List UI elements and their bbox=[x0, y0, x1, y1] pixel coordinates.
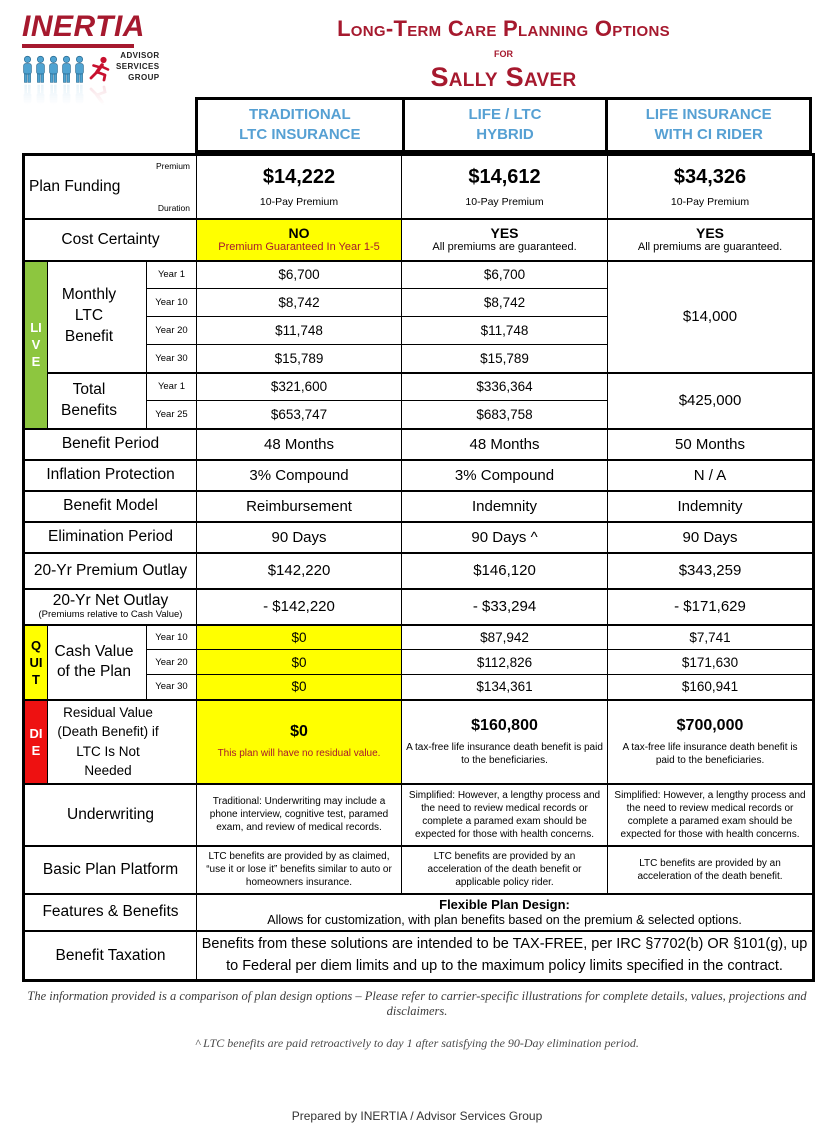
inflation-label-cell bbox=[24, 460, 197, 491]
row-net-outlay bbox=[24, 589, 814, 625]
premium-duration: 10-Pay Premium bbox=[465, 195, 544, 208]
row-features-benefits bbox=[24, 894, 814, 931]
value-cell: $321,600 bbox=[197, 373, 402, 401]
taxation-label-cell bbox=[24, 931, 197, 981]
value-cell: 48 Months bbox=[402, 429, 608, 460]
prepared-by-text: Prepared by INERTIA / Advisor Services Group bbox=[291, 1109, 543, 1123]
row-label: Benefit Period bbox=[61, 435, 160, 452]
year-label: Year 25 bbox=[147, 401, 197, 429]
side-label-premium: Premium bbox=[156, 160, 191, 171]
disclaimer-text: The information provided is a comparison of plan design options – Please refer to carrier-specific illustrations for complete details, values, projections and disclaimers. bbox=[27, 989, 807, 1019]
column-header-line: LTC INSURANCE bbox=[239, 125, 361, 143]
row-basic-plan bbox=[24, 846, 814, 894]
column-header-line: HYBRID bbox=[476, 125, 534, 143]
value-cell: Traditional: Underwriting may include a phone interview, cognitive test, paramed exam, and review of medical records. bbox=[197, 784, 402, 846]
value-cell: $683,758 bbox=[402, 401, 608, 429]
row-label: Benefit Model bbox=[63, 497, 158, 514]
premium-outlay-label-cell bbox=[24, 553, 197, 589]
column-header-traditional bbox=[198, 100, 402, 150]
cost-certainty-note: All premiums are guaranteed. bbox=[637, 241, 783, 254]
value-cell: LTC benefits are provided by an acceleration of the death benefit or applicable policy rider. bbox=[402, 846, 608, 894]
row-residual-value bbox=[24, 700, 814, 784]
row-inflation-protection bbox=[24, 460, 814, 491]
row-label: Cash Value of the Plan bbox=[54, 642, 134, 680]
document-title bbox=[195, 16, 812, 93]
row-label: Basic Plan Platform bbox=[42, 860, 179, 878]
row-premium-outlay bbox=[24, 553, 814, 589]
value-cell: Indemnity bbox=[402, 491, 608, 522]
row-benefit-period bbox=[24, 429, 814, 460]
value-cell: $15,789 bbox=[197, 345, 402, 373]
value-cell bbox=[608, 155, 814, 219]
row-monthly-ltc-year1 bbox=[24, 261, 814, 289]
value-cell: N / A bbox=[608, 460, 814, 491]
cost-certainty-note: All premiums are guaranteed. bbox=[432, 241, 577, 254]
value-cell bbox=[402, 700, 608, 784]
residual-note: A tax-free life insurance death benefit is paid to the beneficiaries. bbox=[622, 741, 798, 766]
value-cell: - $33,294 bbox=[402, 589, 608, 625]
value-cell: $11,748 bbox=[402, 317, 608, 345]
features-value-cell bbox=[197, 894, 814, 931]
title-line: Long-Term Care Planning Options bbox=[337, 16, 670, 41]
comparison-table bbox=[22, 153, 815, 982]
residual-label-cell bbox=[48, 700, 197, 784]
column-header-ci-rider bbox=[605, 100, 809, 150]
value-cell: Reimbursement bbox=[197, 491, 402, 522]
year-label: Year 30 bbox=[147, 675, 197, 700]
residual-amount: $700,000 bbox=[676, 716, 744, 734]
column-header-hybrid bbox=[402, 100, 606, 150]
year-label: Year 10 bbox=[147, 289, 197, 317]
value-cell: $11,748 bbox=[197, 317, 402, 345]
year-label: Year 10 bbox=[147, 625, 197, 650]
row-benefit-model bbox=[24, 491, 814, 522]
row-label: Total Benefits bbox=[60, 380, 117, 419]
value-cell: LTC benefits are provided by as claimed, “use it or lose it” benefits similar to auto or homeowners insurance. bbox=[197, 846, 402, 894]
title-for: for bbox=[494, 45, 513, 60]
value-cell: $87,942 bbox=[402, 625, 608, 650]
benefit-period-label-cell bbox=[24, 429, 197, 460]
value-cell: $134,361 bbox=[402, 675, 608, 700]
plan-funding-label-cell bbox=[24, 155, 197, 219]
row-plan-funding bbox=[24, 155, 814, 219]
value-cell: 90 Days ^ bbox=[402, 522, 608, 553]
row-label: 20-Yr Premium Outlay bbox=[33, 561, 188, 579]
value-cell: $336,364 bbox=[402, 373, 608, 401]
value-cell: 48 Months bbox=[197, 429, 402, 460]
value-cell: $146,120 bbox=[402, 553, 608, 589]
value-cell: Simplified: However, a lengthy process and the need to review medical records or complete a paramed exam should be expected for those with health concerns. bbox=[608, 784, 814, 846]
residual-amount: $0 bbox=[290, 723, 308, 741]
logo-wordmark: INERTIA bbox=[22, 12, 134, 48]
value-cell: $8,742 bbox=[197, 289, 402, 317]
row-label: Underwriting bbox=[67, 805, 155, 823]
value-cell bbox=[197, 155, 402, 219]
die-band bbox=[24, 700, 48, 784]
person-icon bbox=[35, 56, 46, 83]
value-cell: 90 Days bbox=[197, 522, 402, 553]
value-cell-highlighted bbox=[197, 219, 402, 261]
row-underwriting bbox=[24, 784, 814, 846]
row-label: Benefit Taxation bbox=[55, 946, 166, 964]
cost-certainty-label-cell bbox=[24, 219, 197, 261]
running-person-icon bbox=[87, 56, 112, 83]
value-cell-highlighted: $0 bbox=[197, 675, 402, 700]
features-label-cell bbox=[24, 894, 197, 931]
row-label: Cost Certainty bbox=[61, 230, 160, 248]
year-label: Year 1 bbox=[147, 261, 197, 289]
column-header-line: WITH CI RIDER bbox=[654, 125, 763, 143]
value-cell: 3% Compound bbox=[402, 460, 608, 491]
inertia-logo bbox=[22, 12, 182, 111]
value-cell: - $142,220 bbox=[197, 589, 402, 625]
logo-subtext-line: GROUP bbox=[128, 72, 160, 82]
premium-amount: $34,326 bbox=[673, 165, 747, 188]
value-cell bbox=[402, 219, 608, 261]
residual-note: A tax-free life insurance death benefit is paid to the beneficiaries. bbox=[406, 741, 603, 766]
premium-amount: $14,222 bbox=[262, 165, 336, 188]
row-label: Inflation Protection bbox=[46, 466, 175, 483]
cost-certainty-answer: YES bbox=[490, 224, 519, 241]
year-label: Year 20 bbox=[147, 317, 197, 345]
features-text: Allows for customization, with plan benefits based on the premium & selected options. bbox=[267, 913, 742, 928]
value-cell: $343,259 bbox=[608, 553, 814, 589]
row-sublabel: (Premiums relative to Cash Value) bbox=[38, 608, 183, 620]
row-label: Monthly LTC Benefit bbox=[61, 286, 117, 345]
cash-value-label-cell bbox=[48, 625, 147, 700]
quit-band-label: QUIT bbox=[29, 637, 43, 687]
person-icon bbox=[61, 56, 72, 83]
side-label-duration: Duration bbox=[157, 202, 191, 213]
residual-note: This plan will have no residual value. bbox=[217, 748, 381, 760]
die-band-label: DIE bbox=[29, 725, 43, 758]
quit-band bbox=[24, 625, 48, 700]
value-cell: $15,789 bbox=[402, 345, 608, 373]
value-cell: Indemnity bbox=[608, 491, 814, 522]
value-cell bbox=[608, 700, 814, 784]
premium-amount: $14,612 bbox=[468, 165, 541, 188]
person-icon bbox=[48, 56, 59, 83]
value-cell: 50 Months bbox=[608, 429, 814, 460]
value-cell: Simplified: However, a lengthy process and the need to review medical records or complete a paramed exam should be expected for those with health concerns. bbox=[402, 784, 608, 846]
value-cell: $8,742 bbox=[402, 289, 608, 317]
standing-people-icons bbox=[22, 56, 112, 83]
value-cell: 3% Compound bbox=[197, 460, 402, 491]
value-cell-highlighted: $0 bbox=[197, 625, 402, 650]
cost-certainty-answer: YES bbox=[696, 224, 725, 241]
row-cash-value-year10 bbox=[24, 625, 814, 650]
row-label: Plan Funding bbox=[29, 177, 121, 195]
value-cell: $112,826 bbox=[402, 650, 608, 675]
live-band-label: LIVE bbox=[30, 320, 42, 369]
value-cell: $142,220 bbox=[197, 553, 402, 589]
person-icon bbox=[22, 56, 33, 83]
column-header-line: TRADITIONAL bbox=[249, 106, 351, 123]
year-label: Year 1 bbox=[147, 373, 197, 401]
total-benefits-label-cell bbox=[48, 373, 147, 429]
value-cell-highlighted bbox=[197, 700, 402, 784]
row-label: Features & Benefits bbox=[42, 903, 179, 921]
value-cell bbox=[608, 219, 814, 261]
row-label: Residual Value (Death Benefit) if LTC Is Not Needed bbox=[57, 704, 159, 779]
year-label: Year 30 bbox=[147, 345, 197, 373]
column-headers bbox=[195, 97, 812, 153]
column-header-line: LIFE INSURANCE bbox=[645, 106, 772, 123]
column-header-line: LIFE / LTC bbox=[468, 106, 542, 123]
value-cell: $6,700 bbox=[402, 261, 608, 289]
row-benefit-taxation bbox=[24, 931, 814, 981]
cost-certainty-answer: NO bbox=[288, 224, 310, 241]
net-outlay-label-cell bbox=[24, 589, 197, 625]
logo-subtext-line: SERVICES bbox=[116, 61, 160, 71]
value-cell: LTC benefits are provided by an acceleration of the death benefit. bbox=[608, 846, 814, 894]
premium-duration: 10-Pay Premium bbox=[670, 195, 750, 208]
value-cell: $171,630 bbox=[608, 650, 814, 675]
value-cell bbox=[402, 155, 608, 219]
live-band bbox=[24, 261, 48, 429]
underwriting-label-cell bbox=[24, 784, 197, 846]
value-cell-span: $14,000 bbox=[608, 261, 814, 373]
benefit-model-label-cell bbox=[24, 491, 197, 522]
logo-graphic-row bbox=[22, 51, 182, 83]
cost-certainty-note: Premium Guaranteed In Year 1-5 bbox=[218, 241, 380, 254]
value-cell: $653,747 bbox=[197, 401, 402, 429]
row-label: 20-Yr Net Outlay bbox=[52, 592, 169, 610]
value-cell: 90 Days bbox=[608, 522, 814, 553]
residual-amount: $160,800 bbox=[471, 716, 538, 734]
row-elimination-period bbox=[24, 522, 814, 553]
client-name: Sally Saver bbox=[430, 62, 577, 92]
row-label: Elimination Period bbox=[48, 528, 173, 545]
value-cell-highlighted: $0 bbox=[197, 650, 402, 675]
logo-reflection bbox=[22, 84, 182, 111]
person-icon bbox=[74, 56, 85, 83]
logo-subtext-line: ADVISOR bbox=[120, 51, 160, 60]
row-cost-certainty bbox=[24, 219, 814, 261]
basic-plan-label-cell bbox=[24, 846, 197, 894]
premium-duration: 10-Pay Premium bbox=[259, 195, 339, 208]
page-header bbox=[0, 0, 834, 97]
elimination-footnote: ^ LTC benefits are paid retroactively to day 1 after satisfying the 90-Day elimination period. bbox=[195, 1036, 639, 1051]
features-heading: Flexible Plan Design: bbox=[439, 897, 570, 913]
logo-subtext bbox=[116, 51, 160, 83]
value-cell: - $171,629 bbox=[608, 589, 814, 625]
value-cell: $6,700 bbox=[197, 261, 402, 289]
row-total-benefits-year1 bbox=[24, 373, 814, 401]
value-cell-span: $425,000 bbox=[608, 373, 814, 429]
elimination-label-cell bbox=[24, 522, 197, 553]
value-cell: $7,741 bbox=[608, 625, 814, 650]
year-label: Year 20 bbox=[147, 650, 197, 675]
monthly-ltc-label-cell bbox=[48, 261, 147, 373]
value-cell: $160,941 bbox=[608, 675, 814, 700]
taxation-value-cell: Benefits from these solutions are intended to be TAX-FREE, per IRC §7702(b) OR §101(g), up to Federal per diem limits and up to the maximum policy limits specified in the contract. bbox=[197, 931, 814, 981]
